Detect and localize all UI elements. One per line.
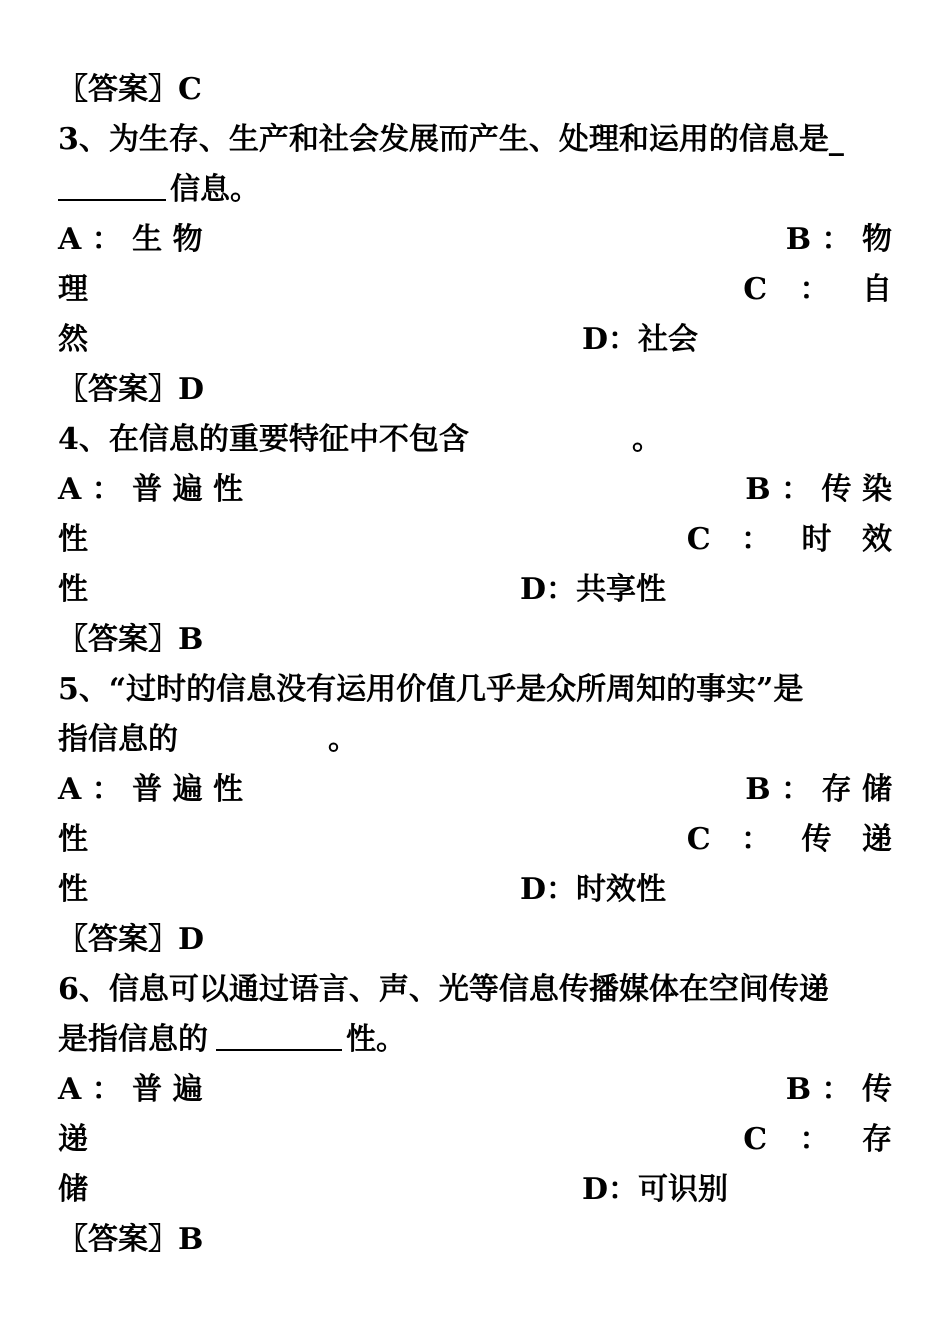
question-6-stem-cont — [58, 1015, 892, 1065]
question-3-stem — [58, 115, 892, 165]
option-d: D：社会 — [582, 322, 699, 357]
question-3-stem-cont — [58, 165, 892, 215]
option-b: B ： 物 — [785, 222, 892, 257]
option-c: C ： 时 效 — [686, 522, 892, 557]
question-stem-text: 信息。 — [170, 172, 260, 207]
question-4-options-row — [58, 565, 892, 615]
answer-line — [58, 615, 892, 665]
option-c: C ： 自 — [743, 272, 892, 307]
question-3-options-row — [58, 215, 892, 265]
question-5-options-row — [58, 765, 892, 815]
question-5-options-row — [58, 865, 892, 915]
question-6-options-row — [58, 1065, 892, 1115]
question-stem-text: 3、为生存、生产和社会发展而产生、处理和运用的信息是_ — [58, 122, 844, 157]
option-b-cont: 递 — [58, 1122, 88, 1157]
option-a: A ： 普 遍 — [58, 1072, 203, 1107]
answer-text: 〖答案〗B — [58, 622, 204, 657]
option-b: B ： 传 — [785, 1072, 892, 1107]
answer-line — [58, 65, 892, 115]
question-5-options-row — [58, 815, 892, 865]
answer-line — [58, 1215, 892, 1265]
question-6-stem — [58, 965, 892, 1015]
question-stem-text: 5、“过时的信息没有运用价值几乎是众所周知的事实”是 — [58, 672, 804, 707]
question-3-options-row — [58, 265, 892, 315]
option-a: A ： 生 物 — [58, 222, 203, 257]
option-b: B ： 传 染 — [745, 472, 892, 507]
question-stem-text: 4、在信息的重要特征中不包含 — [58, 422, 469, 457]
question-stem-text: 6、信息可以通过语言、声、光等信息传播媒体在空间传递 — [58, 972, 829, 1007]
question-stem-end: 。 — [632, 422, 662, 457]
question-4-options-row — [58, 465, 892, 515]
answer-line — [58, 915, 892, 965]
option-d: D：共享性 — [520, 572, 667, 607]
answer-text: 〖答案〗D — [58, 922, 205, 957]
option-b-cont: 性 — [58, 822, 88, 857]
option-c-cont: 然 — [58, 322, 88, 357]
question-4-options-row — [58, 515, 892, 565]
option-b-cont: 性 — [58, 522, 88, 557]
answer-text: 〖答案〗B — [58, 1222, 204, 1257]
question-6-options-row — [58, 1165, 892, 1215]
question-5-stem — [58, 665, 892, 715]
fill-blank — [216, 1015, 342, 1051]
option-c-cont: 性 — [58, 872, 88, 907]
answer-text: 〖答案〗C — [58, 72, 202, 107]
option-b-cont: 理 — [58, 272, 88, 307]
question-5-stem-cont — [58, 715, 892, 765]
option-d: D：可识别 — [582, 1172, 729, 1207]
option-a: A ： 普 遍 性 — [58, 472, 244, 507]
question-stem-text: 是指信息的 — [58, 1022, 208, 1057]
question-4-stem — [58, 415, 892, 465]
option-b: B ： 存 储 — [745, 772, 892, 807]
option-c-cont: 储 — [58, 1172, 88, 1207]
option-c: C ： 传 递 — [686, 822, 892, 857]
option-d: D：时效性 — [520, 872, 667, 907]
question-3-options-row — [58, 315, 892, 365]
question-6-options-row — [58, 1115, 892, 1165]
option-c: C ： 存 — [743, 1122, 892, 1157]
question-stem-end: 。 — [328, 722, 358, 757]
answer-line — [58, 365, 892, 415]
fill-blank — [58, 165, 166, 201]
question-stem-end: 性。 — [346, 1022, 406, 1057]
option-a: A ： 普 遍 性 — [58, 772, 244, 807]
question-stem-text: 指信息的 — [58, 722, 178, 757]
answer-text: 〖答案〗D — [58, 372, 205, 407]
option-c-cont: 性 — [58, 572, 88, 607]
